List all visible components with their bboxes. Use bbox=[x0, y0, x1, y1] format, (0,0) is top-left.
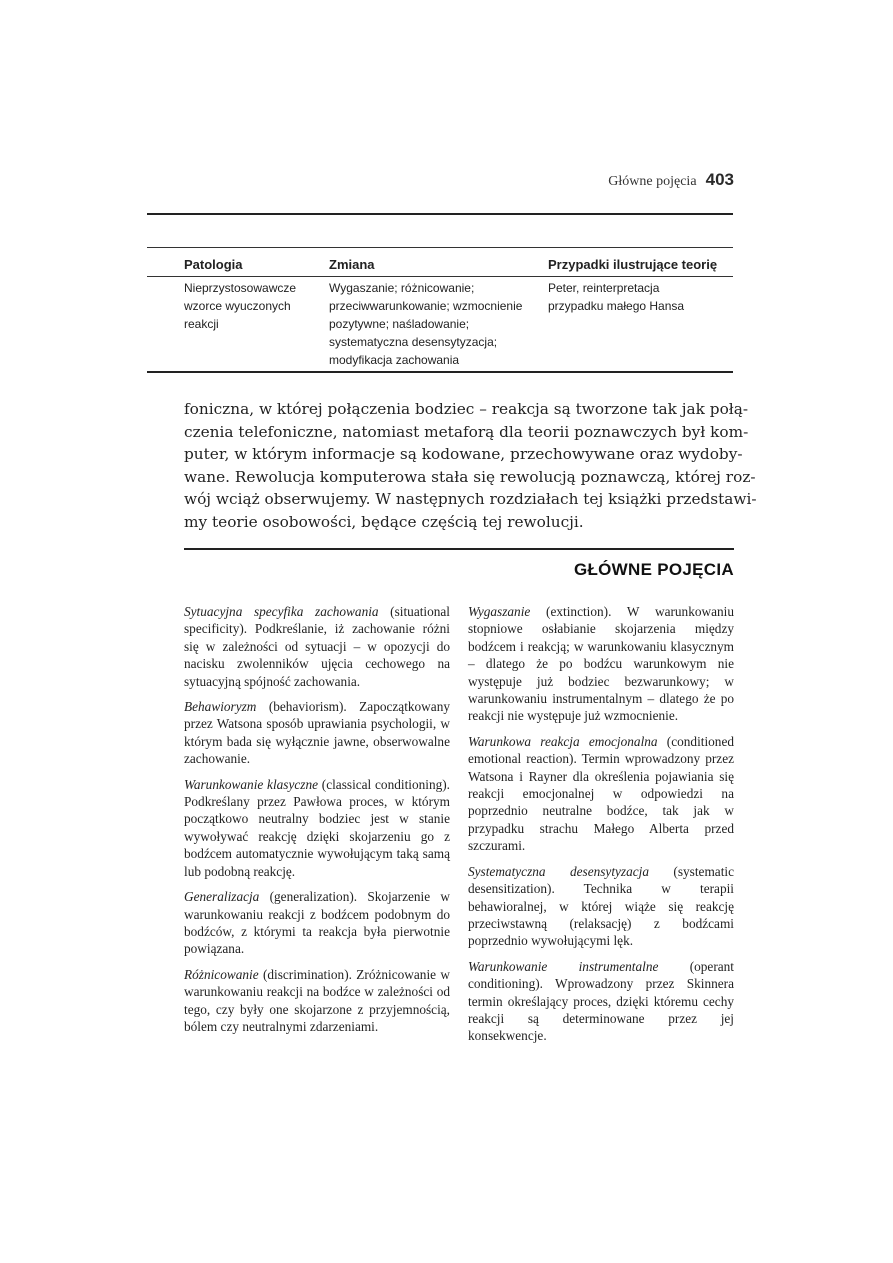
concept-entry bbox=[184, 776, 450, 880]
concept-entry bbox=[468, 863, 734, 950]
table-cell-zmiana bbox=[329, 279, 522, 369]
page-number: 403 bbox=[705, 170, 734, 189]
concept-term: Wygaszanie bbox=[468, 604, 531, 619]
table-cell-line: modyfikacja zachowania bbox=[329, 353, 460, 367]
column-header-patologia: Patologia bbox=[184, 257, 243, 272]
table-cell-patologia bbox=[184, 279, 296, 333]
concept-definition: (classical conditioning). Podkreślany przez Pawłowa proces, w którym początkowo neutralny bodziec jest w stanie wywoływać reakcję dzięki skojarzeniu go z bodźcem automatycznie wywołującym taką samą lub podobną reakcję. bbox=[184, 776, 450, 879]
concept-definition: (behaviorism). Zapoczątkowany przez Watsona sposób uprawiania psychologii, w którym bada się wyłącznie jawne, obserwowalne zachowanie. bbox=[184, 699, 450, 767]
concept-definition: (discrimination). Zróżnicowanie w warunkowaniu reakcji na bodźce w zależności od tego, czy były one skojarzone z przyjemnością, bólem czy neutralnymi zdarzeniami. bbox=[184, 966, 450, 1034]
concept-term: Różnicowanie bbox=[184, 966, 259, 982]
concept-definition: (extinction). W warunkowaniu stopniowe osłabianie skojarzenia między bodźcem i reakcją; w warunkowaniu klasycznym – dlatego że po bodźcu warunkowym nie występuje już bodziec bezwarunkowy; w warunkowaniu instrumentalnym – dlatego że po reakcji nie występuje już wzmocnienie. bbox=[468, 604, 734, 724]
table-top-rule bbox=[147, 213, 733, 215]
table-cell-line: Peter, reinterpretacja bbox=[548, 281, 660, 295]
body-line: czenia telefoniczne, natomiast metaforą dla teorii poznawczych był kom- bbox=[184, 422, 749, 441]
concept-definition: (situational specificity). Podkreślanie, iż zachowanie różni się w zależności od sytuacji – w opozycji do nacisku zwolenników ujęcia cechowego na sytuacyjną spójność zachowania. bbox=[184, 604, 450, 689]
table-cell-line: systematyczna desensytyzacja; bbox=[329, 335, 498, 349]
concepts-right-column bbox=[468, 603, 734, 1053]
table-cell-przypadki bbox=[548, 279, 684, 315]
concept-entry bbox=[468, 958, 734, 1045]
concept-entry bbox=[184, 888, 450, 958]
table-cell-line: przypadku małego Hansa bbox=[548, 299, 685, 313]
concept-definition: (operant conditioning). Wprowadzony przez Skinnera termin określający proces, dzięki któremu cechy reakcji są determinowane przez jej konsekwencje. bbox=[468, 958, 735, 1044]
concept-definition: (systematic desensitization). Technika w terapii behawioralnej, w której wiąże się reakcję przeciwstawną (relaksację) z bodźcami poprzednio wywołującymi lęk. bbox=[468, 863, 734, 949]
table-cell-line: przeciwwarunkowanie; wzmocnienie bbox=[329, 299, 523, 313]
column-header-zmiana: Zmiana bbox=[329, 257, 375, 272]
concept-term: Sytuacyjna specyfika zachowania bbox=[184, 604, 379, 619]
running-title: Główne pojęcia bbox=[608, 174, 697, 189]
body-line: wane. Rewolucja komputerowa stała się rewolucją poznawczą, której roz- bbox=[184, 467, 756, 486]
concept-term: Warunkowa reakcja emocjonalna bbox=[468, 733, 658, 749]
concept-entry bbox=[468, 733, 734, 855]
concept-term: Warunkowanie klasyczne bbox=[184, 776, 319, 792]
concept-term: Behawioryzm bbox=[184, 699, 257, 715]
body-line: wój wciąż obserwujemy. W następnych rozdziałach tej książki przedstawi- bbox=[184, 490, 757, 508]
concept-term: Warunkowanie instrumentalne bbox=[468, 958, 659, 974]
body-line: my teorie osobowości, będące częścią tej rewolucji. bbox=[184, 512, 584, 531]
body-line: foniczna, w której połączenia bodziec – reakcja są tworzone tak jak połą- bbox=[184, 400, 749, 418]
section-rule bbox=[184, 548, 734, 550]
concept-definition: (generalization). Skojarzenie w warunkowaniu reakcji z bodźcem podobnym do bodźców, z którymi ta reakcja była pierwotnie powiązana. bbox=[184, 889, 450, 957]
section-title: GŁÓWNE POJĘCIA bbox=[573, 560, 734, 579]
table-cell-line: reakcji bbox=[184, 317, 219, 331]
body-line: puter, w którym informacje są kodowane, przechowywane oraz wydoby- bbox=[184, 445, 743, 463]
concept-term: Generalizacja bbox=[184, 889, 260, 905]
concept-term: Systematyczna desensytyzacja bbox=[468, 863, 649, 879]
table-cell-line: pozytywne; naśladowanie; bbox=[329, 317, 470, 331]
concept-entry bbox=[468, 603, 734, 725]
table-header-rule bbox=[147, 247, 733, 248]
concept-entry bbox=[184, 966, 450, 1036]
concept-entry bbox=[184, 603, 450, 690]
concept-definition: (conditioned emotional reaction). Termin wprowadzony przez Watsona i Rayner dla określenia pojawiania się reakcji emocjonalnej w odpowiedzi na poprzednio neutralne bodźce, tak jak w przypadku strachu Małego Alberta przed szczurami. bbox=[468, 733, 734, 854]
table-subheader-rule bbox=[147, 276, 733, 277]
concepts-left-column bbox=[184, 603, 450, 1043]
column-header-przypadki: Przypadki ilustrujące teorię bbox=[548, 257, 718, 272]
table-cell-line: Wygaszanie; różnicowanie; bbox=[329, 281, 475, 295]
concept-entry bbox=[184, 698, 450, 768]
body-paragraph bbox=[184, 398, 757, 533]
running-header bbox=[600, 170, 734, 190]
table-cell-line: wzorce wyuczonych bbox=[184, 299, 291, 313]
table-cell-line: Nieprzystosowawcze bbox=[184, 281, 297, 295]
table-bottom-rule bbox=[147, 371, 733, 373]
